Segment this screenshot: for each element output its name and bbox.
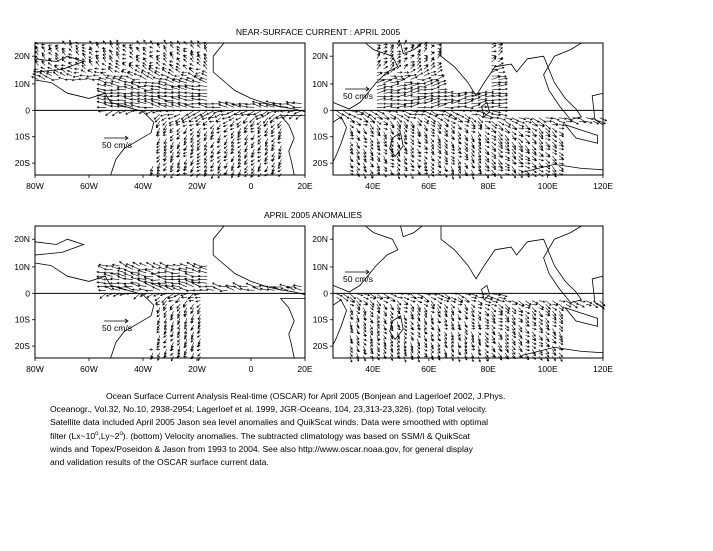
lon-tick-label: 40W xyxy=(134,181,152,191)
lon-tick-label: 60W xyxy=(80,181,98,191)
lat-tick-label: 10S xyxy=(14,314,30,325)
lon-tick-label: 20E xyxy=(297,181,313,191)
lat-tick-label: 0 xyxy=(25,288,30,299)
bottom-indian-panel xyxy=(312,226,613,374)
lon-tick-label: 20W xyxy=(188,364,206,374)
lon-tick-label: 80E xyxy=(480,364,496,374)
lon-tick-label: 20E xyxy=(297,364,313,374)
top-indian-panel xyxy=(312,40,613,191)
lat-tick-label: 20N xyxy=(312,234,328,245)
caption-line-4: filter (Lx~10$^o$,Ly~2$^o$). (bottom) Velocity anomalies. The subtracted climatology was based on SSM/I & QuikScat xyxy=(50,431,470,442)
lat-tick-label: 0 xyxy=(25,105,30,116)
lon-tick-label: 60E xyxy=(421,364,437,374)
lon-tick-label: 100E xyxy=(537,181,558,191)
lon-tick-label: 40E xyxy=(365,364,381,374)
panel-frame xyxy=(35,226,305,358)
panel-frame xyxy=(333,226,603,358)
top-panel-title: NEAR-SURFACE CURRENT : APRIL 2005 xyxy=(235,27,401,37)
caption xyxy=(50,390,610,469)
top-atlantic-panel xyxy=(14,40,313,191)
scale-label: 50 cm/s xyxy=(343,91,374,101)
lon-tick-label: 0 xyxy=(248,364,254,374)
bottom-panel-title: APRIL 2005 ANOMALIES xyxy=(263,210,363,220)
caption-line-6: and validation results of the OSCAR surface current data. xyxy=(50,456,269,467)
caption-line-1: Ocean Surface Current Analysis Real-time (OSCAR) for April 2005 (Bonjean and Lagerloef 2002, J.Phys. xyxy=(106,391,506,401)
bottom-atlantic-panel xyxy=(14,226,313,374)
caption-line-2: Oceanogr., Vol.32, No.10, 2938-2954; Lagerloef et al. 1999, JGR-Oceans, 104, 23,313-23,326). (top) Total velocity. xyxy=(50,403,488,414)
caption-line-3: Satellite data included April 2005 Jason sea level anomalies and QuikScat winds. Data were smoothed with optimal xyxy=(50,416,489,427)
lat-tick-label: 10S xyxy=(312,131,328,142)
caption-line-5: winds and Topex/Poseidon & Jason from 1993 to 2004. See also http://www.oscar.noaa.gov, for general display xyxy=(50,444,473,455)
lat-tick-label: 0 xyxy=(323,105,328,116)
scale-label: 50 cm/s xyxy=(102,140,133,150)
lat-tick-label: 10N xyxy=(312,261,328,272)
map-panels xyxy=(14,40,613,374)
lat-tick-label: 0 xyxy=(323,288,328,299)
lon-tick-label: 80W xyxy=(26,364,44,374)
lat-tick-label: 10N xyxy=(312,78,328,89)
lat-tick-label: 20S xyxy=(312,341,328,352)
lat-tick-label: 20N xyxy=(14,51,30,62)
lon-tick-label: 120E xyxy=(592,181,614,191)
lon-tick-label: 0 xyxy=(248,181,254,191)
lon-tick-label: 20W xyxy=(188,181,206,191)
lat-tick-label: 20N xyxy=(14,234,30,245)
lat-tick-label: 10S xyxy=(312,314,328,325)
lon-tick-label: 100E xyxy=(537,364,558,374)
lon-tick-label: 80E xyxy=(480,181,496,191)
lon-tick-label: 60E xyxy=(421,181,437,191)
lat-tick-label: 20S xyxy=(14,341,30,352)
lat-tick-label: 10S xyxy=(14,131,30,142)
lon-tick-label: 40W xyxy=(134,364,152,374)
lat-tick-label: 10N xyxy=(14,78,30,89)
lat-tick-label: 20S xyxy=(14,158,30,169)
lon-tick-label: 40E xyxy=(365,181,381,191)
lat-tick-label: 10N xyxy=(14,261,30,272)
lat-tick-label: 20S xyxy=(312,158,328,169)
lon-tick-label: 120E xyxy=(592,364,614,374)
lon-tick-label: 80W xyxy=(26,181,44,191)
scale-label: 50 cm/s xyxy=(343,274,374,284)
lon-tick-label: 60W xyxy=(80,364,98,374)
lat-tick-label: 20N xyxy=(312,51,328,62)
scale-label: 50 cm/s xyxy=(102,323,133,333)
